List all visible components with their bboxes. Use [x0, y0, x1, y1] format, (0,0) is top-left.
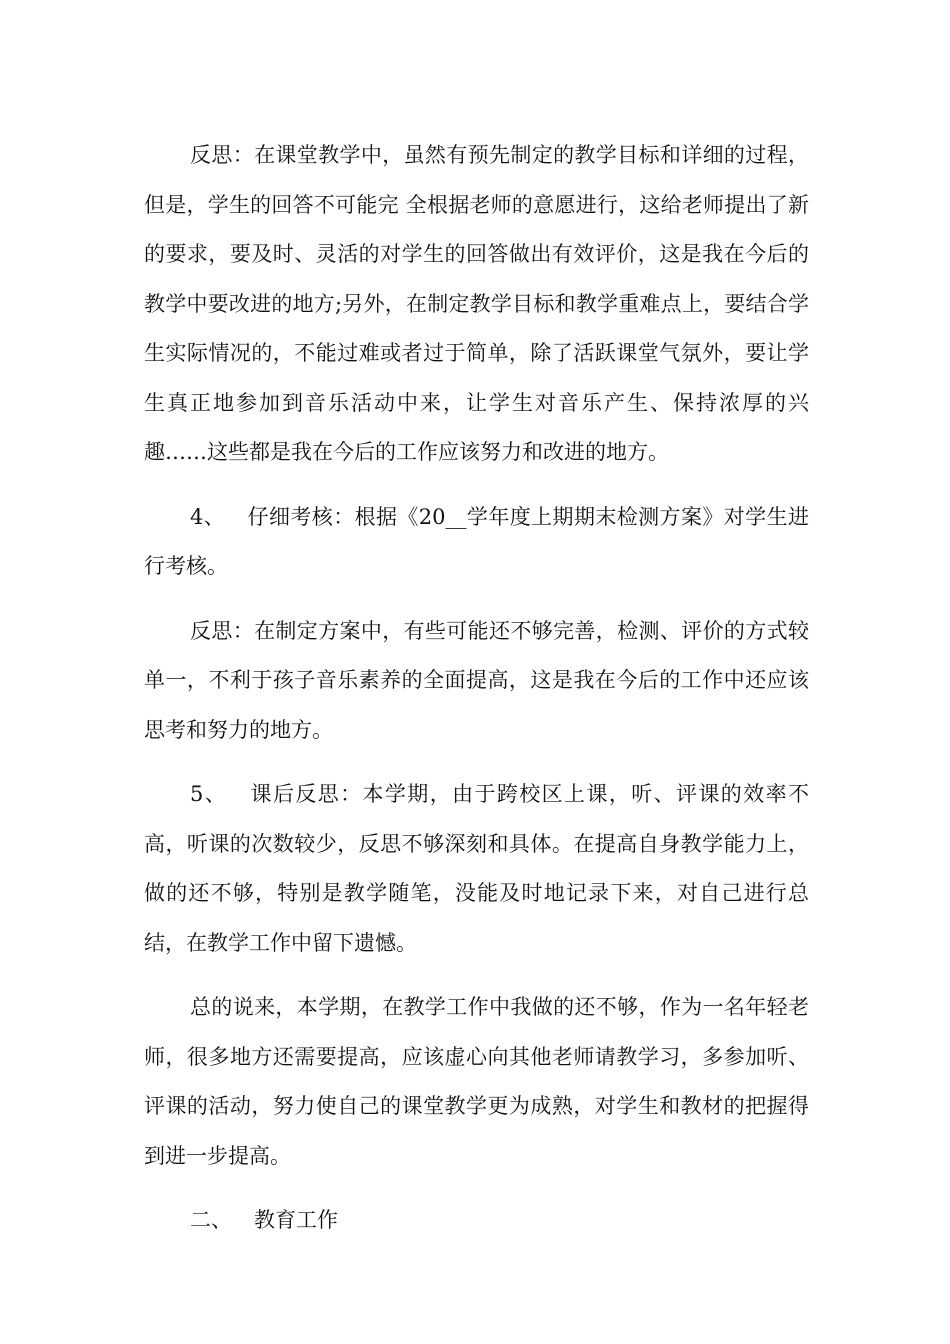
numbered-item-after-class: [144, 770, 809, 968]
summary-paragraph: [144, 983, 809, 1181]
section-heading-education: [144, 1196, 809, 1246]
heading-text: 教育工作: [254, 1208, 338, 1232]
numbered-item-assessment: [144, 493, 809, 592]
paragraph-text: 课后反思：本学期，由于跨校区上课，听、评课的效率不高，听课的次数较少，反思不够深刻和具体。在提高自身教学能力上，做的还不够，特别是教学随笔，没能及时地记录下来，对自己进行总结，在教学工作中留下遗憾。: [144, 782, 809, 955]
heading-number: 二、: [190, 1208, 232, 1232]
paragraph-text: 反思：在制定方案中，有些可能还不够完善，检测、评价的方式较单一，不利于孩子音乐素养的全面提高，这是我在今后的工作中还应该思考和努力的地方。: [144, 618, 809, 742]
item-number: 4、: [190, 504, 226, 529]
reflection-paragraph-teaching: [144, 131, 809, 478]
document-body: [144, 131, 809, 1246]
paragraph-text: 总的说来，本学期，在教学工作中我做的还不够，作为一名年轻老师，很多地方还需要提高，应该虚心向其他老师请教学习，多参加听、评课的活动，努力使自己的课堂教学更为成熟，对学生和教材的把握得到进一步提高。: [144, 995, 809, 1168]
item-number: 5、: [190, 782, 228, 806]
paragraph-text: 仔细考核：根据《20__学年度上期期末检测方案》对学生进行考核。: [144, 504, 809, 578]
paragraph-text: 反思：在课堂教学中，虽然有预先制定的教学目标和详细的过程，但是，学生的回答不可能完 全根据老师的意愿进行，这给老师提出了新的要求，要及时、灵活的对学生的回答做出有效评价，这是我在今后的教学中要改进的地方;另外，在制定教学目标和教学重难点上，要结合学生实际情况的，不能过难或者过于简单，除了活跃课堂气氛外，要让学生真正地参加到音乐活动中来，让学生对音乐产生、保持浓厚的兴趣……这些都是我在今后的工作应该努力和改进的地方。: [144, 143, 809, 464]
reflection-paragraph-assessment: [144, 607, 809, 756]
